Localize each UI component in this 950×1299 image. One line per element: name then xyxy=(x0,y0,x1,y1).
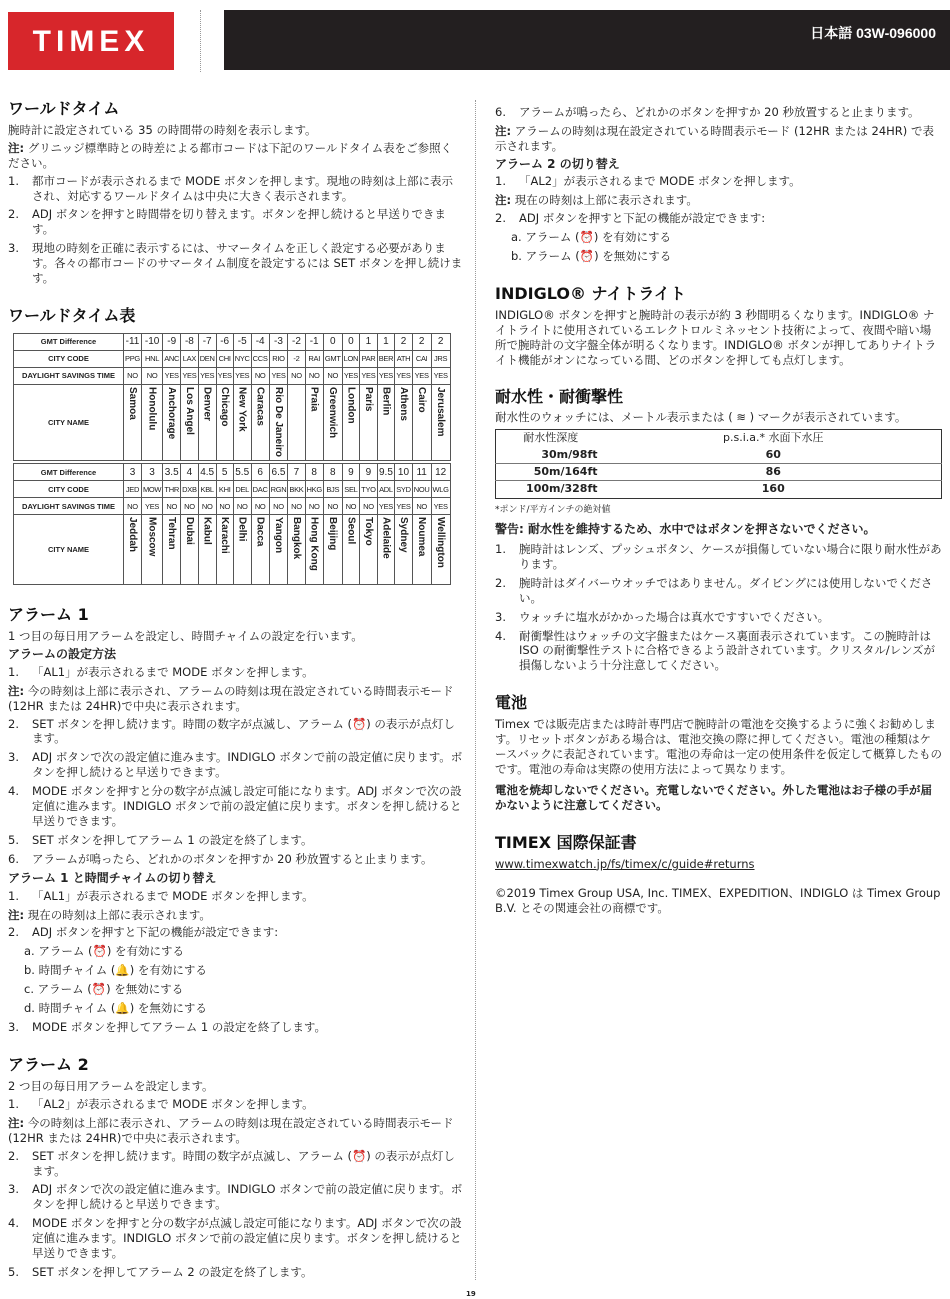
table-cell: PPG xyxy=(124,350,142,367)
table-cell: THR xyxy=(163,481,181,498)
table-cell: 8 xyxy=(305,464,323,481)
city-name: Greenwich xyxy=(327,386,339,439)
table-cell: NO xyxy=(288,498,305,515)
table-cell: NO xyxy=(360,498,378,515)
right-column xyxy=(495,105,942,919)
city-name: Bangkok xyxy=(290,517,302,560)
water-warning: 警告: 耐水性を維持するため、水中ではボタンを押さないでください。 xyxy=(495,522,876,537)
table-cell: 8 xyxy=(323,464,342,481)
city-name: Berlin xyxy=(380,386,392,416)
list-item: 2. ADJ ボタンを押すと時間帯を切り替えます。ボタンを押し続けると早送りできます。 xyxy=(8,207,446,237)
city-name: Paris xyxy=(362,386,374,412)
list-item: 2. 腕時計はダイバーウオッチではありません。ダイビングには使用しないでください。 xyxy=(495,575,933,605)
table-cell: JRS xyxy=(431,350,450,367)
table-cell: 4.5 xyxy=(198,464,216,481)
table-cell: -6 xyxy=(216,333,233,350)
table-cell: 9 xyxy=(360,464,378,481)
table-cell xyxy=(216,384,233,460)
row-label: DAYLIGHT SAVINGS TIME xyxy=(14,367,124,384)
table-cell: YES xyxy=(395,498,413,515)
row-label: DAYLIGHT SAVINGS TIME xyxy=(14,498,124,515)
table-cell: NO xyxy=(141,367,162,384)
table-cell xyxy=(412,384,431,460)
alarm1-toggle-note: 注: 現在の時刻は上部に表示されます。 xyxy=(8,907,211,922)
table-cell: 3.5 xyxy=(163,464,181,481)
copyright-text: ©2019 Timex Group USA, Inc. TIMEX、EXPEDITION、INDIGLO は Timex Group B.V. とその関連会社の商標です。 xyxy=(495,886,941,916)
table-cell: YES xyxy=(431,498,450,515)
table-cell: PAR xyxy=(360,350,378,367)
table-cell: NO xyxy=(251,498,269,515)
table-cell xyxy=(124,515,142,585)
list-item: 1. 「AL1」が表示されるまで MODE ボタンを押します。 xyxy=(8,888,314,903)
table-cell xyxy=(288,384,305,460)
city-name: Sydney xyxy=(397,517,409,553)
table-cell: BKK xyxy=(288,481,305,498)
city-name: Anchorage xyxy=(166,386,178,440)
list-item: 2. SET ボタンを押し続けます。時間の数字が点滅し、アラーム (⏰) の表示が点灯します。 xyxy=(8,716,455,746)
table-cell: YES xyxy=(141,498,162,515)
table-cell: MOW xyxy=(141,481,162,498)
table-cell: 6 xyxy=(251,464,269,481)
table-cell xyxy=(251,515,269,585)
header-bar xyxy=(224,10,950,70)
table-cell: -8 xyxy=(181,333,199,350)
table-cell: ATH xyxy=(395,350,413,367)
table-cell xyxy=(163,384,181,460)
table-cell xyxy=(305,384,323,460)
table-cell: NOU xyxy=(412,481,431,498)
table-cell: -2 xyxy=(288,350,305,367)
table-cell: CHI xyxy=(216,350,233,367)
sub-item: c. アラーム (⏰) を無効にする xyxy=(24,982,184,997)
table-cell: NO xyxy=(269,498,288,515)
city-name: Dacca xyxy=(254,517,266,547)
table-cell: -9 xyxy=(163,333,181,350)
city-name: Kabul xyxy=(201,517,213,546)
alarm1-intro: 1 つ目の毎日用アラームを設定し、時間チャイムの設定を行います。 xyxy=(8,629,363,644)
city-name: Seoul xyxy=(345,517,357,545)
table-cell xyxy=(342,515,360,585)
table-cell xyxy=(323,515,342,585)
alarm1-note: 注: 今の時刻は上部に表示され、アラームの時刻は現在設定されている時間表示モード (12HR または 24HR)で中央に表示されます。 xyxy=(8,683,454,713)
city-name: Athens xyxy=(397,386,409,421)
table-cell xyxy=(198,384,216,460)
city-name: Wellington xyxy=(435,517,447,569)
table-cell: NYC xyxy=(233,350,251,367)
city-name: Samoa xyxy=(126,386,138,420)
list-item: 6. アラームが鳴ったら、どれかのボタンを押すか 20 秒放置すると止まります。 xyxy=(495,105,920,119)
row-label: GMT Difference xyxy=(14,333,124,350)
table-cell: YES xyxy=(163,367,181,384)
city-name: Delhi xyxy=(236,517,248,542)
list-item: 4. MODE ボタンを押すと分の数字が点滅し設定可能になります。ADJ ボタンで次の設定値に進みます。INDIGLO ボタンで前の設定値に戻ります。ボタンを押し続けると早送りできます。 xyxy=(8,1216,462,1261)
sub-item: b. 時間チャイム (🔔) を有効にする xyxy=(24,963,207,978)
city-name: Tehran xyxy=(166,517,178,550)
table-cell: -5 xyxy=(233,333,251,350)
alarm2-note: 注: 今の時刻は上部に表示され、アラームの時刻は現在設定されている時間表示モード (12HR または 24HR)で中央に表示されます。 xyxy=(8,1115,454,1145)
table-cell: BJS xyxy=(323,481,342,498)
city-name: Noumea xyxy=(416,517,428,557)
table-cell: HNL xyxy=(141,350,162,367)
header-cell: 耐水性深度 xyxy=(523,431,579,445)
water-intro: 耐水性のウォッチには、メートル表示または ( ≋ ) マークが表示されています。 xyxy=(495,410,907,425)
warranty-title: TIMEX 国際保証書 xyxy=(495,832,637,852)
sub-item: a. アラーム (⏰) を有効にする xyxy=(24,944,184,959)
table-row xyxy=(14,464,451,481)
table-header-row xyxy=(496,430,942,447)
table-cell xyxy=(377,515,395,585)
sub-item: a. アラーム (⏰) を有効にする xyxy=(511,230,671,245)
city-name: Tokyo xyxy=(362,517,374,547)
page-header xyxy=(0,0,950,72)
table-cell: 3 xyxy=(141,464,162,481)
table-cell xyxy=(323,384,342,460)
table-cell: NO xyxy=(251,367,269,384)
table-cell: RGN xyxy=(269,481,288,498)
table-cell: -7 xyxy=(198,333,216,350)
city-name: Karachi xyxy=(219,517,231,555)
list-item: 2. ADJ ボタンを押すと下記の機能が設定できます: xyxy=(495,211,766,226)
city-name: Los Angel xyxy=(183,386,195,435)
page-number: 19 xyxy=(466,1290,476,1298)
table-cell: 1 xyxy=(360,333,378,350)
row-label: CITY CODE xyxy=(14,350,124,367)
table-cell xyxy=(269,384,288,460)
table-cell: NO xyxy=(163,498,181,515)
row-label: CITY NAME xyxy=(14,384,124,460)
table-row xyxy=(14,350,451,367)
header-cell: p.s.i.a.* 水面下水圧 xyxy=(723,431,824,445)
alarm2-note2: 注: アラームの時刻は現在設定されている時間表示モード (12HR または 24HR) で表示されます。 xyxy=(495,123,934,153)
table-cell: ANC xyxy=(163,350,181,367)
table-cell: 9 xyxy=(342,464,360,481)
psi-cell: 86 xyxy=(606,463,942,480)
list-item: 3. MODE ボタンを押してアラーム 1 の設定を終了します。 xyxy=(8,1020,326,1035)
table-cell: 4 xyxy=(181,464,199,481)
city-name: Beijing xyxy=(327,517,339,551)
alarm2-toggle-note: 注: 現在の時刻は上部に表示されます。 xyxy=(495,193,698,208)
table-cell: YES xyxy=(431,367,450,384)
list-item: 4. 耐衝撃性はウォッチの文字盤またはケース裏面表示されています。この腕時計は ISO の耐衝撃性テストに合格できるよう設計されています。クリスタル/レンズが損傷しないよう十分注意してください。 xyxy=(495,628,936,673)
list-item: 3. ウォッチに塩水がかかった場合は真水ですすいでください。 xyxy=(495,609,830,624)
table-cell: SEL xyxy=(342,481,360,498)
table-cell: YES xyxy=(412,367,431,384)
table-row xyxy=(14,498,451,515)
table-cell xyxy=(360,515,378,585)
table-cell: NO xyxy=(305,367,323,384)
left-column xyxy=(8,97,463,1284)
world-time-table xyxy=(13,333,451,585)
table-cell: YES xyxy=(216,367,233,384)
table-row xyxy=(496,447,942,464)
header-divider xyxy=(200,10,201,72)
table-cell: NO xyxy=(216,498,233,515)
depth-cell: 100m/328ft xyxy=(496,481,606,498)
table-cell: NO xyxy=(124,498,142,515)
table-cell: -1 xyxy=(305,333,323,350)
table-cell: CAI xyxy=(412,350,431,367)
depth-cell: 50m/164ft xyxy=(496,463,606,480)
table-cell: NO xyxy=(323,367,342,384)
table-cell: WLG xyxy=(431,481,450,498)
table-cell: 5 xyxy=(216,464,233,481)
table-cell: YES xyxy=(198,367,216,384)
sub-item: b. アラーム (⏰) を無効にする xyxy=(511,249,672,264)
table-cell: 12 xyxy=(431,464,450,481)
table-cell: NO xyxy=(198,498,216,515)
alarm2-title: アラーム 2 xyxy=(8,1055,89,1075)
water-footnote: *ポンド/平方インチの絶対値 xyxy=(495,504,611,515)
table-cell: HKG xyxy=(305,481,323,498)
table-cell xyxy=(233,515,251,585)
water-resistance-table xyxy=(495,429,942,498)
table-cell: -4 xyxy=(251,333,269,350)
table-cell xyxy=(216,515,233,585)
sub-item: d. 時間チャイム (🔔) を無効にする xyxy=(24,1001,207,1016)
city-name: Honolulu xyxy=(146,386,158,431)
table-cell xyxy=(181,384,199,460)
table-cell: DAC xyxy=(251,481,269,498)
table-cell: NO xyxy=(233,498,251,515)
battery-title: 電池 xyxy=(495,693,528,713)
list-item: 1. 「AL2」が表示されるまで MODE ボタンを押します。 xyxy=(8,1096,314,1111)
table-cell xyxy=(305,515,323,585)
list-item: 4. MODE ボタンを押すと分の数字が点滅し設定可能になります。ADJ ボタンで次の設定値に進みます。INDIGLO ボタンで前の設定値に戻ります。ボタンを押し続けると早送りできます。 xyxy=(8,784,462,829)
table-cell: 2 xyxy=(395,333,413,350)
table-cell: -11 xyxy=(124,333,142,350)
table-cell xyxy=(377,384,395,460)
table-cell: -10 xyxy=(141,333,162,350)
table-cell: KBL xyxy=(198,481,216,498)
table-cell: 0 xyxy=(342,333,360,350)
city-name: Chicago xyxy=(219,386,231,427)
table-cell: NO xyxy=(288,367,305,384)
table-cell: 6.5 xyxy=(269,464,288,481)
list-item: 2. ADJ ボタンを押すと下記の機能が設定できます: xyxy=(8,925,279,940)
table-cell xyxy=(163,515,181,585)
table-cell: YES xyxy=(342,367,360,384)
city-name: Adelaide xyxy=(380,517,392,560)
table-cell xyxy=(342,384,360,460)
table-cell xyxy=(141,515,162,585)
list-item: 6. アラームが鳴ったら、どれかのボタンを押すか 20 秒放置すると止まります。 xyxy=(8,852,433,867)
world-time-steps xyxy=(8,174,463,287)
list-item: 3. 現地の時刻を正確に表示するには、サマータイムを正しく設定する必要があります。各々の都市コードのサマータイム制度を設定するには SET ボタンを押し続けます。 xyxy=(8,241,463,286)
table-cell: YES xyxy=(360,367,378,384)
world-time-table-title: ワールドタイム表 xyxy=(8,306,136,326)
city-name: Caracas xyxy=(254,386,266,426)
table-cell: LON xyxy=(342,350,360,367)
table-cell xyxy=(251,384,269,460)
table-cell xyxy=(233,384,251,460)
table-row xyxy=(14,367,451,384)
table-cell xyxy=(124,384,142,460)
alarm1-setup-title: アラームの設定方法 xyxy=(8,647,117,662)
table-cell xyxy=(181,515,199,585)
city-name: Jeddah xyxy=(126,517,138,553)
table-row xyxy=(14,333,451,350)
document-code: 日本語 03W-096000 xyxy=(810,25,936,41)
table-cell: NO xyxy=(124,367,142,384)
table-cell: 0 xyxy=(323,333,342,350)
table-cell xyxy=(288,515,305,585)
table-cell: DEL xyxy=(233,481,251,498)
city-name: Dubai xyxy=(183,517,195,546)
list-item: 1. 都市コードが表示されるまで MODE ボタンを押します。現地の時刻は上部に表示され、対応するワールドタイムは中央に大きく表示されます。 xyxy=(8,173,453,203)
list-item: 1. 「AL2」が表示されるまで MODE ボタンを押します。 xyxy=(495,174,801,189)
list-item: 3. ADJ ボタンで次の設定値に進みます。INDIGLO ボタンで前の設定値に戻ります。ボタンを押し続けると早送りできます。 xyxy=(8,1182,463,1212)
table-cell: NO xyxy=(323,498,342,515)
table-cell: 10 xyxy=(395,464,413,481)
list-item: 5. SET ボタンを押してアラーム 1 の設定を終了します。 xyxy=(8,833,313,848)
city-name: New York xyxy=(236,386,248,432)
table-cell: DXB xyxy=(181,481,199,498)
table-cell xyxy=(395,515,413,585)
table-cell: TYO xyxy=(360,481,378,498)
table-row xyxy=(496,463,942,480)
alarm1-toggle-title: アラーム 1 と時間チャイムの切り替え xyxy=(8,870,217,885)
table-cell: YES xyxy=(181,367,199,384)
table-cell: YES xyxy=(377,498,395,515)
table-cell xyxy=(360,384,378,460)
depth-cell: 30m/98ft xyxy=(541,447,598,461)
water-title: 耐水性・耐衝撃性 xyxy=(495,386,624,406)
table-cell: GMT xyxy=(323,350,342,367)
table-cell xyxy=(431,515,450,585)
table-cell: 1 xyxy=(377,333,395,350)
table-cell: YES xyxy=(269,367,288,384)
table-cell: 2 xyxy=(412,333,431,350)
table-cell: YES xyxy=(233,367,251,384)
table-row xyxy=(14,481,451,498)
table-cell: NO xyxy=(305,498,323,515)
alarm1-title: アラーム 1 xyxy=(8,605,89,625)
list-item: 3. ADJ ボタンで次の設定値に進みます。INDIGLO ボタンで前の設定値に戻ります。ボタンを押し続けると早送りできます。 xyxy=(8,750,463,780)
indiglo-title: INDIGLO® ナイトライト xyxy=(495,284,686,304)
table-cell: 3 xyxy=(124,464,142,481)
table-cell xyxy=(269,515,288,585)
city-name: Denver xyxy=(201,386,213,421)
table-cell: RIO xyxy=(269,350,288,367)
table-cell: KHI xyxy=(216,481,233,498)
table-cell xyxy=(395,384,413,460)
city-name: Cairo xyxy=(416,386,428,413)
table-cell: JED xyxy=(124,481,142,498)
list-item: 5. SET ボタンを押してアラーム 2 の設定を終了します。 xyxy=(8,1265,313,1280)
table-cell: 5.5 xyxy=(233,464,251,481)
table-cell xyxy=(431,384,450,460)
world-time-title: ワールドタイム xyxy=(8,99,120,118)
table-cell: NO xyxy=(181,498,199,515)
table-cell: 11 xyxy=(412,464,431,481)
psi-cell: 60 xyxy=(765,447,781,461)
alarm2-toggle-title: アラーム 2 の切り替え xyxy=(495,156,620,171)
city-name: Moscow xyxy=(146,517,158,557)
city-name: Jerusalem xyxy=(435,386,447,437)
city-name: Rio De Janeiro xyxy=(273,386,284,457)
table-cell: YES xyxy=(395,367,413,384)
alarm2-intro: 2 つ目の毎日用アラームを設定します。 xyxy=(8,1078,214,1093)
warranty-link[interactable]: www.timexwatch.jp/fs/timex/c/guide#returns xyxy=(495,856,755,871)
table-cell xyxy=(198,515,216,585)
table-cell: LAX xyxy=(181,350,199,367)
water-items xyxy=(495,542,942,674)
battery-text: Timex では販売店または時計専門店で腕時計の電池を交換するように強くお勧めします。リセットボタンがある場合は、電池交換の際に押してください。電池の種類はケースバックに表記されています。電池の寿命は一定の使用条件を仮定して概算したものです。電池の寿命は実際の使用方法によって異なります。 xyxy=(495,717,943,776)
table-cell: BER xyxy=(377,350,395,367)
table-cell: YES xyxy=(377,367,395,384)
list-item: 2. SET ボタンを押し続けます。時間の数字が点滅し、アラーム (⏰) の表示が点灯します。 xyxy=(8,1148,455,1178)
table-cell: 9.5 xyxy=(377,464,395,481)
table-cell: RAI xyxy=(305,350,323,367)
table-cell: DEN xyxy=(198,350,216,367)
city-name: Praia xyxy=(308,386,320,412)
table-cell: -3 xyxy=(269,333,288,350)
column-divider xyxy=(475,100,476,1280)
row-label: CITY NAME xyxy=(14,515,124,585)
indiglo-text: INDIGLO® ボタンを押すと腕時計の表示が約 3 秒間明るくなります。INDIGLO® ナイトライトに使用されているエレクトロルミネッセント技術によって、夜間や暗い場所で腕時計の文字盤全体が明るくなります。INDIGLO® ボタンが押してありナイトライト機能がオンになっている間、どのボタンを押しても点灯します。 xyxy=(495,307,937,367)
battery-warning: 電池を焼却しないでください。充電しないでください。外した電池はお子様の手が届かないように注意してください。 xyxy=(495,782,932,812)
list-item: 1. 腕時計はレンズ、プッシュボタン、ケースが損傷していない場合に限り耐水性があります。 xyxy=(495,541,942,571)
city-name: Yangon xyxy=(273,517,284,554)
table-cell xyxy=(412,515,431,585)
timex-logo xyxy=(8,12,174,70)
table-row xyxy=(496,481,942,498)
table-cell xyxy=(141,384,162,460)
table-cell: 7 xyxy=(288,464,305,481)
table-cell: CCS xyxy=(251,350,269,367)
table-cell: NO xyxy=(412,498,431,515)
table-cell: -2 xyxy=(288,333,305,350)
table-cell: 2 xyxy=(431,333,450,350)
table-cell: ADL xyxy=(377,481,395,498)
row-label: GMT Difference xyxy=(14,464,124,481)
row-label: CITY CODE xyxy=(14,481,124,498)
psi-cell: 160 xyxy=(606,481,942,498)
logo-text: TIMEX xyxy=(32,24,150,58)
city-name: London xyxy=(345,386,357,424)
world-time-note: 注: グリニッジ標準時との時差による都市コードは下記のワールドタイム表をご参照ください。 xyxy=(8,140,453,170)
world-time-intro: 腕時計に設定されている 35 の時間帯の時刻を表示します。 xyxy=(8,122,317,137)
list-item: 1. 「AL1」が表示されるまで MODE ボタンを押します。 xyxy=(8,664,314,679)
table-cell: NO xyxy=(342,498,360,515)
table-row xyxy=(14,384,451,460)
city-name: Hong Kong xyxy=(308,517,320,572)
table-cell: SYD xyxy=(395,481,413,498)
table-row xyxy=(14,515,451,585)
